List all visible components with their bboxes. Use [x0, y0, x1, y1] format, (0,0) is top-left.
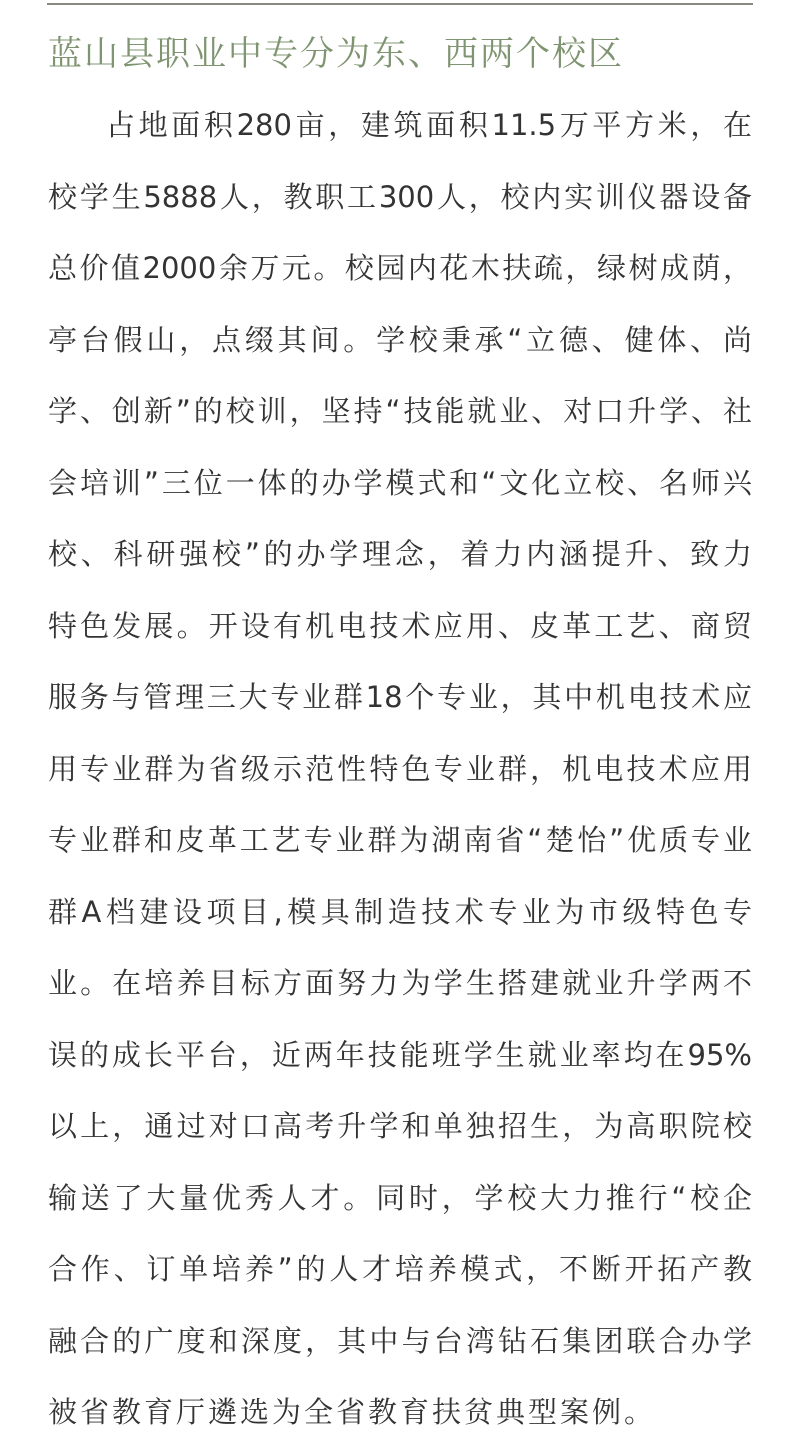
paragraph-line: 被省教育厅遴选为全省教育扶贫典型案例。	[48, 1395, 657, 1429]
paragraph-line: 学、创新”的校训，坚持“技能就业、对口升学、社	[48, 394, 752, 428]
paragraph-line: 群A档建设项目,模具制造技术专业为市级特色专	[48, 894, 752, 929]
paragraph-line: 亭台假山，点缀其间。学校秉承“立德、健体、尚	[48, 322, 752, 357]
paragraph-line: 融合的广度和深度，其中与台湾钻石集团联合办学	[48, 1323, 752, 1358]
paragraph-line: 会培训”三位一体的办学模式和“文化立校、名师兴	[48, 465, 752, 500]
top-divider	[47, 3, 753, 5]
paragraph-line: 总价值2000余万元。校园内花木扶疏，绿树成荫，	[48, 251, 752, 285]
paragraph-line: 以上，通过对口高考升学和单独招生，为高职院校	[48, 1109, 752, 1143]
section-title: 蓝山县职业中专分为东、西两个校区	[48, 34, 624, 74]
paragraph-line: 用专业群为省级示范性特色专业群，机电技术应用	[48, 751, 752, 786]
paragraph-line: 专业群和皮革工艺专业群为湖南省“楚怡”优质专业	[48, 823, 752, 857]
paragraph-line: 误的成长平台，近两年技能班学生就业率均在95%	[48, 1037, 752, 1072]
paragraph-line: 业。在培养目标方面努力为学生搭建就业升学两不	[48, 966, 752, 1000]
paragraph-line: 服务与管理三大专业群18个专业，其中机电技术应	[48, 680, 752, 714]
article-body	[48, 90, 752, 1449]
paragraph-line: 校学生5888人，教职工300人，校内实训仪器设备	[48, 179, 752, 214]
paragraph-line: 特色发展。开设有机电技术应用、皮革工艺、商贸	[48, 608, 752, 643]
paragraph-line: 校、科研强校”的办学理念，着力内涵提升、致力	[48, 537, 752, 571]
paragraph-line: 占地面积280亩，建筑面积11.5万平方米，在	[106, 108, 752, 142]
paragraph-line: 输送了大量优秀人才。同时，学校大力推行“校企	[48, 1180, 752, 1215]
paragraph-line: 合作、订单培养”的人才培养模式，不断开拓产教	[48, 1252, 752, 1286]
